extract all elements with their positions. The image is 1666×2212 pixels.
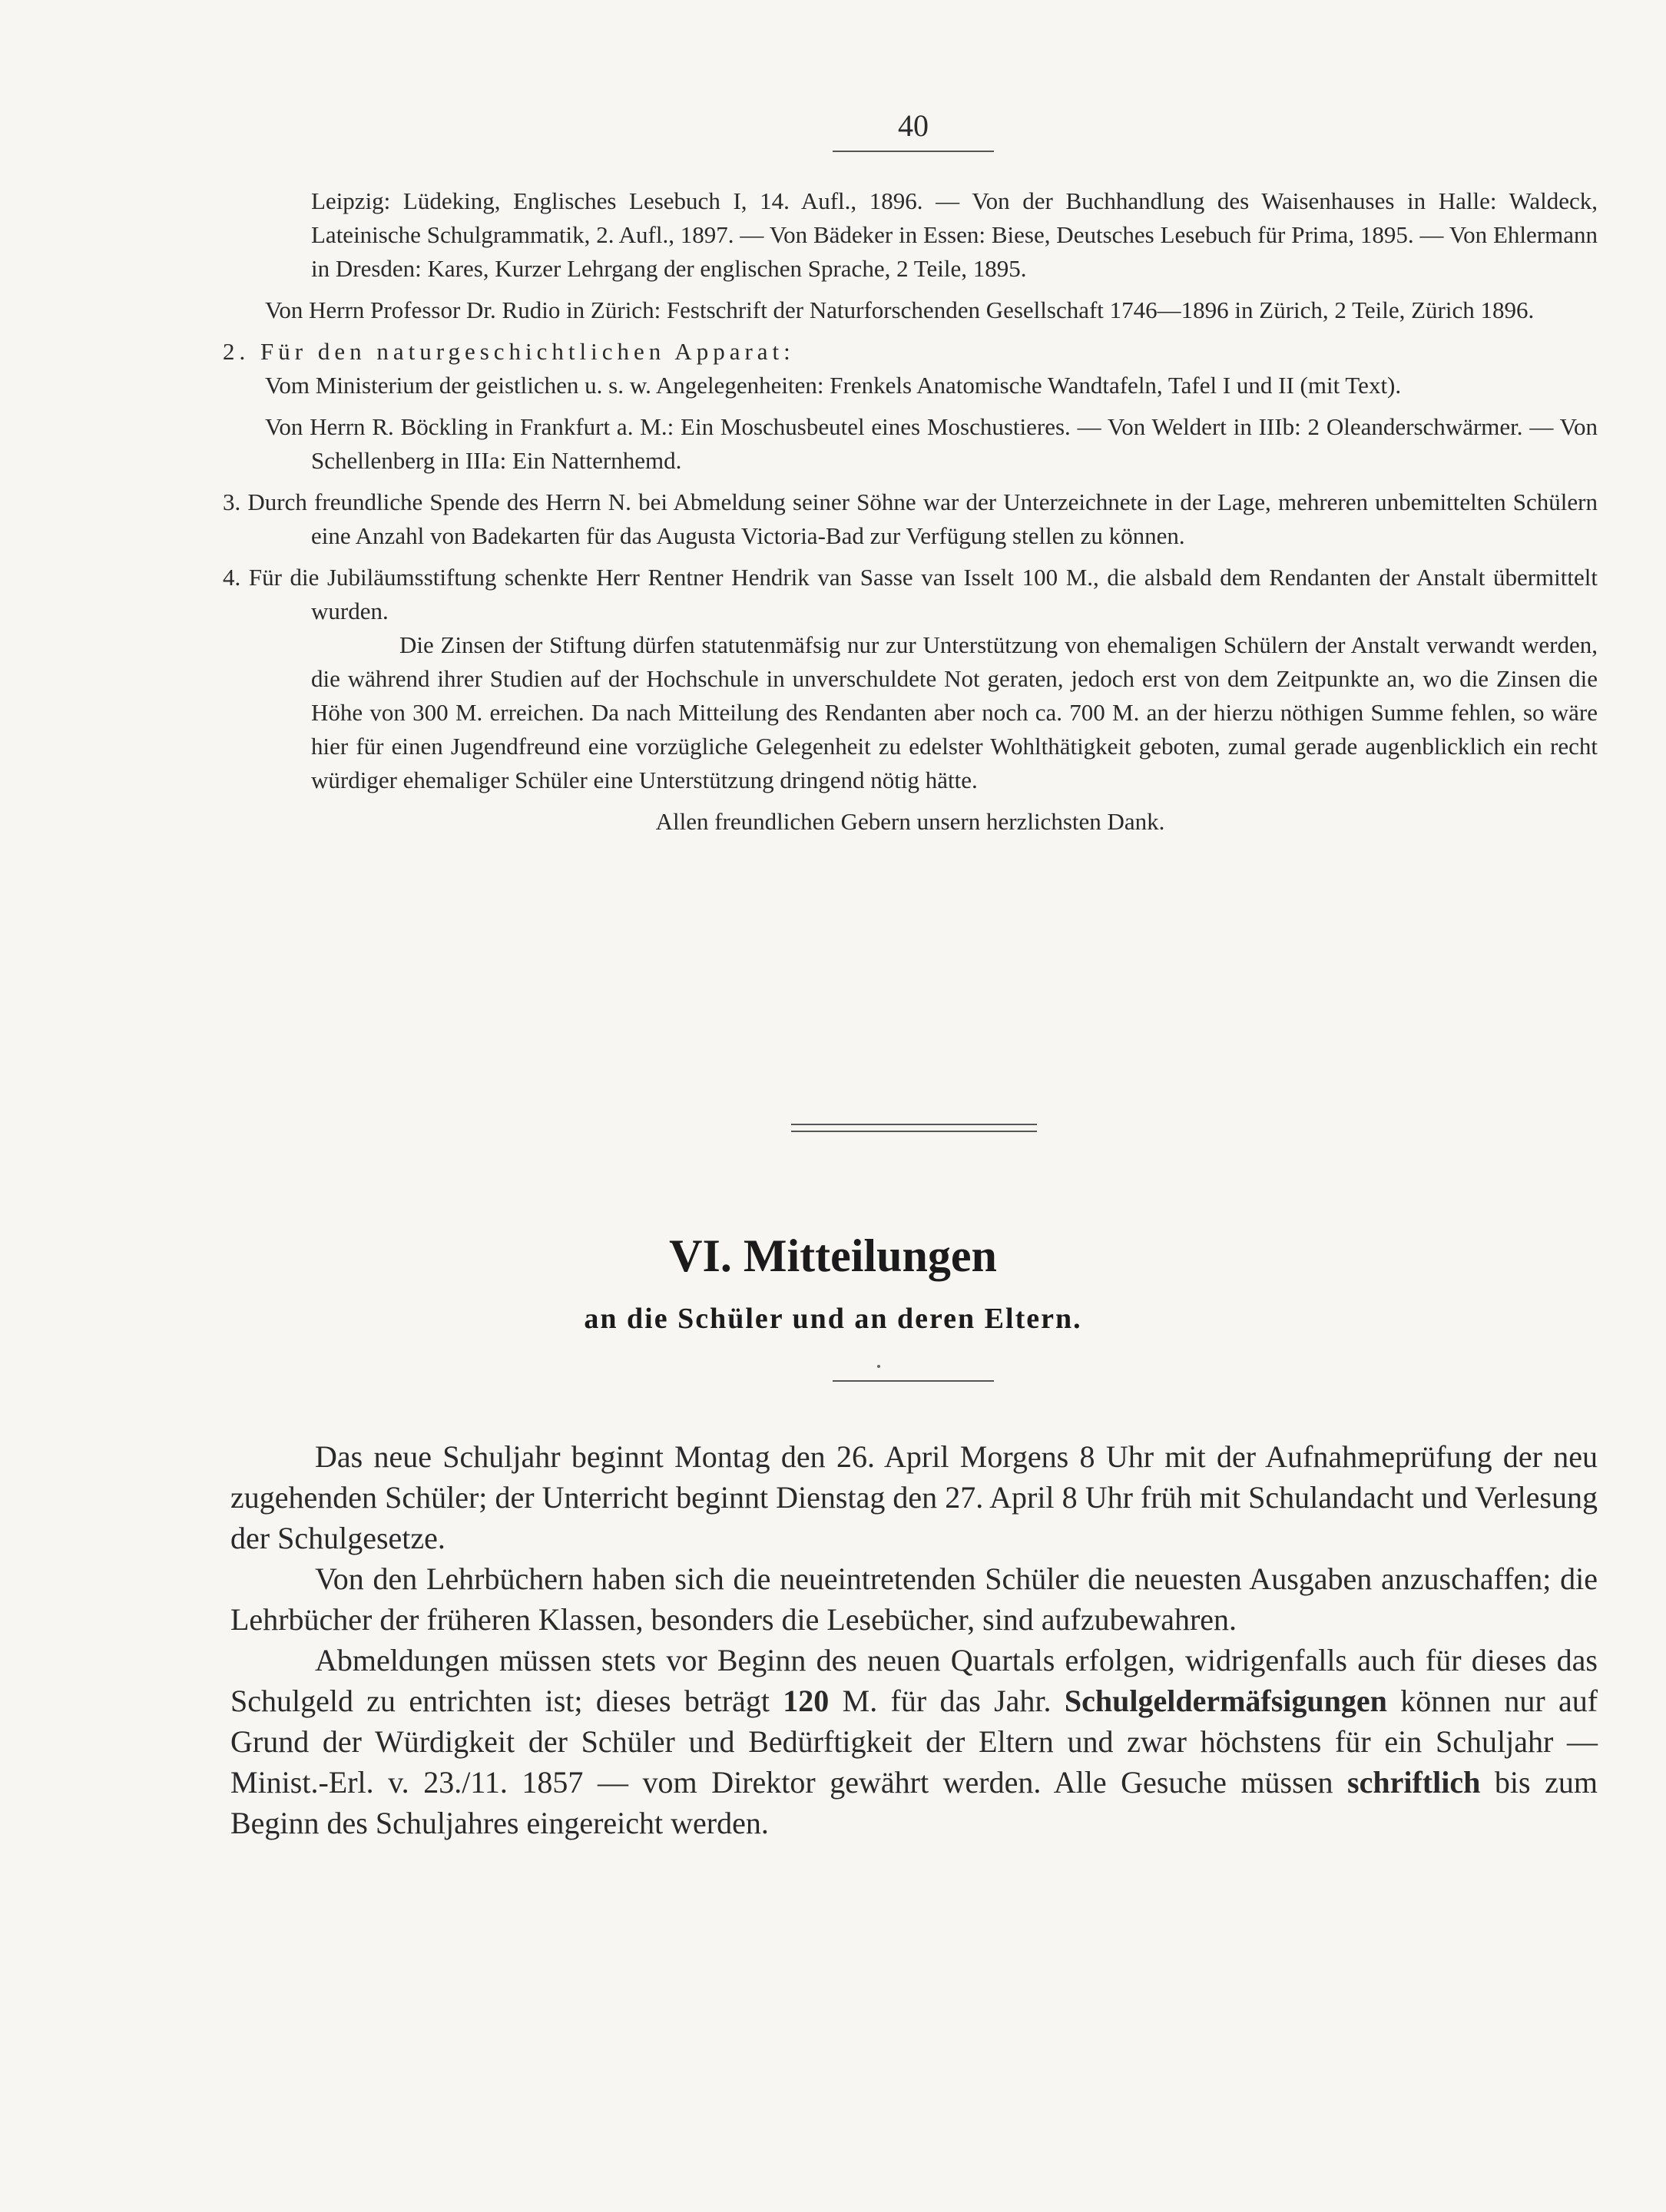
donation-paragraph: Leipzig: Lüdeking, Englisches Lesebuch I, 14. Aufl., 1896. — Von der Buchhandlung des Waisenhauses in Halle: Waldeck, Lateinische Schulgrammatik, 2. Aufl., 1897. — Von Bädeker in Essen: Biese, Deutsches Lesebuch für Prima, 1895. — Von Ehlermann in Dresden: Kares, Kurzer Lehrgang der englischen Sprache, 2 Teile, 1895. — [311, 187, 1598, 282]
section-divider-bottom — [791, 1131, 1037, 1132]
text-run: können nur auf Grund der Würdigkeit der Schüler und Bedürftigkeit der Eltern und zwar höchstens für ein Schuljahr — Minist.-Erl. v. 23./11. 1857 — vom Direktor gewährt werden. Alle Gesuche müssen — [230, 1684, 1598, 1800]
page-number: 40 — [898, 108, 929, 143]
title-rule — [833, 1380, 994, 1382]
body-paragraph: Von den Lehrbüchern haben sich die neueintretenden Schüler die neuesten Ausgaben anzuschaffen; die Lehrbücher der früheren Klassen, besonders die Lesebücher, sind aufzubewahren. — [230, 1561, 1598, 1637]
body-paragraph: Das neue Schuljahr beginnt Montag den 26. April Morgens 8 Uhr mit der Aufnahmeprüfung der neu zugehenden Schüler; der Unterricht beginnt Dienstag den 27. April 8 Uhr früh mit Schulandacht und Verlesung der Schulgesetze. — [230, 1439, 1598, 1555]
page-number-rule — [833, 151, 994, 152]
bold-term: Schulgeldermäfsigungen — [1064, 1684, 1387, 1718]
numbered-item: 4. Für die Jubiläumsstiftung schenkte Herr Rentner Hendrik van Sasse van Isselt 100 M., die alsbald dem Rendanten der Anstalt übermittelt wurden. — [223, 564, 1598, 624]
thanks-line: Allen freundlichen Gebern unsern herzlichsten Dank. — [655, 808, 1165, 835]
section-title: VI. Mitteilungen — [669, 1230, 997, 1281]
text-run: bis zum Beginn des Schuljahres eingereicht werden. — [230, 1765, 1598, 1840]
text-run: M. für das Jahr. — [842, 1684, 1052, 1718]
item-heading: 2. Für den naturgeschichtlichen Apparat: — [223, 338, 795, 365]
section-divider-top — [791, 1124, 1037, 1125]
section-subtitle: an die Schüler und an deren Eltern. — [584, 1303, 1082, 1335]
bold-term: schriftlich — [1347, 1765, 1481, 1800]
text-run: Abmeldungen müssen stets vor Beginn des neuen Quartals erfolgen, widrigenfalls auch für dieses das Schulgeld zu entrichten ist; dieses beträgt — [230, 1643, 1598, 1718]
fee-amount: 120 — [783, 1684, 830, 1718]
notices-body — [230, 1436, 1598, 1843]
donation-paragraph: Von Herrn Professor Dr. Rudio in Zürich: Festschrift der Naturforschenden Gesellschaft 1746—1896 in Zürich, 2 Teile, Zürich 1896. — [265, 296, 1535, 323]
donations-section — [223, 184, 1598, 839]
donation-paragraph: Vom Ministerium der geistlichen u. s. w. Angelegenheiten: Frenkels Anatomische Wandtafeln, Tafel I und II (mit Text). — [265, 372, 1402, 399]
donation-paragraph: Von Herrn R. Böckling in Frankfurt a. M.: Ein Moschusbeutel eines Moschustieres. — Von Weldert in IIIb: 2 Oleanderschwärmer. — Von Schellenberg in IIIa: Ein Natternhemd. — [265, 413, 1598, 474]
numbered-item: 3. Durch freundliche Spende des Herrn N. bei Abmeldung seiner Söhne war der Unterzeichnete in der Lage, mehreren unbemittelten Schülern eine Anzahl von Badekarten für das Augusta Victoria-Bad zur Verfügung stellen zu können. — [223, 488, 1598, 549]
foundation-paragraph: Die Zinsen der Stiftung dürfen statutenmäfsig nur zur Unterstützung von ehemaligen Schülern der Anstalt verwandt werden, die während ihrer Studien auf der Hochschule in unverschuldete Not geraten, jedoch erst von dem Zeitpunkte an, wo die Zinsen die Höhe von 300 M. erreichen. Da nach Mitteilung des Rendanten aber noch ca. 700 M. an der hierzu nöthigen Summe fehlen, so wäre hier für einen Jugendfreund eine vorzügliche Gelegenheit zu edelster Wohlthätigkeit geboten, zumal gerade augenblicklich ein recht würdiger ehemaliger Schüler eine Unterstützung dringend nötig hätte. — [311, 631, 1598, 793]
ornament-dot — [877, 1365, 880, 1368]
body-paragraph — [230, 1640, 1598, 1843]
